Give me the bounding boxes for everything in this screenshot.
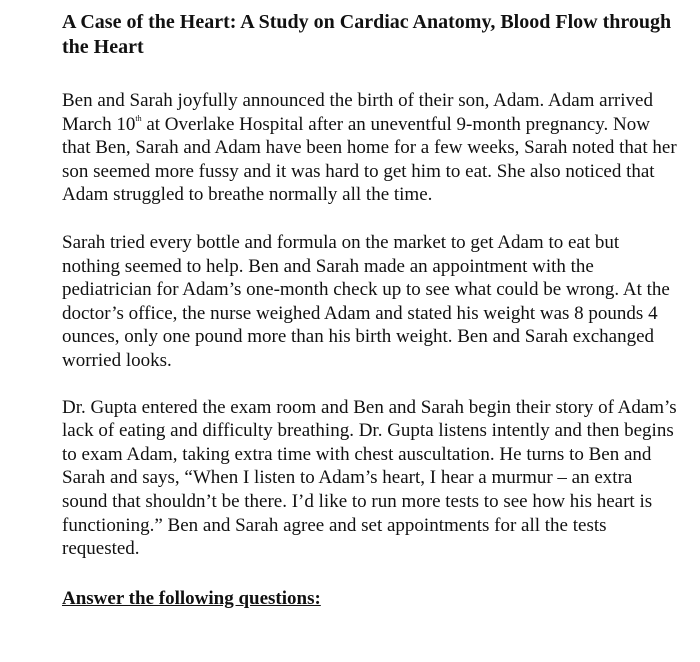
paragraph-birth-text-end: at Overlake Hospital after an uneventful 9-month pregnancy. Now that Ben, Sarah and Adam have been home for a few weeks, Sarah noted that her son seemed more fussy and it was hard to get him to eat. She also noticed that Adam struggled to breathe normally all the time. <box>62 113 677 206</box>
paragraph-birth-text-start: Ben and Sarah joyfully announced the birth of their son, Adam. Adam arrived March 10 <box>62 90 653 135</box>
ordinal-suffix: th <box>135 113 142 123</box>
paragraph-checkup: Sarah tried every bottle and formula on the market to get Adam to eat but nothing seemed to help. Ben and Sarah made an appointment with the pediatrician for Adam’s one-month check up to see what could be wrong. At the doctor’s office, the nurse weighed Adam and stated his weight was 8 pounds 4 ounces, only one pound more than his birth weight. Ben and Sarah exchanged worried looks. <box>62 231 670 371</box>
questions-heading: Answer the following questions: <box>62 587 321 609</box>
document-page <box>62 10 678 610</box>
paragraph-birth <box>62 89 678 207</box>
paragraph-exam: Dr. Gupta entered the exam room and Ben and Sarah begin their story of Adam’s lack of eating and difficulty breathing. Dr. Gupta listens intently and then begins to exam Adam, taking extra time with chest auscultation. He turns to Ben and Sarah and says, “When I listen to Adam’s heart, I hear a murmur – an extra sound that shouldn’t be there. I’d like to run more tests to see how his heart is functioning.” Ben and Sarah agree and set appointments for all the tests requested. <box>62 396 677 560</box>
document-title: A Case of the Heart: A Study on Cardiac Anatomy, Blood Flow through the Heart <box>62 11 672 58</box>
